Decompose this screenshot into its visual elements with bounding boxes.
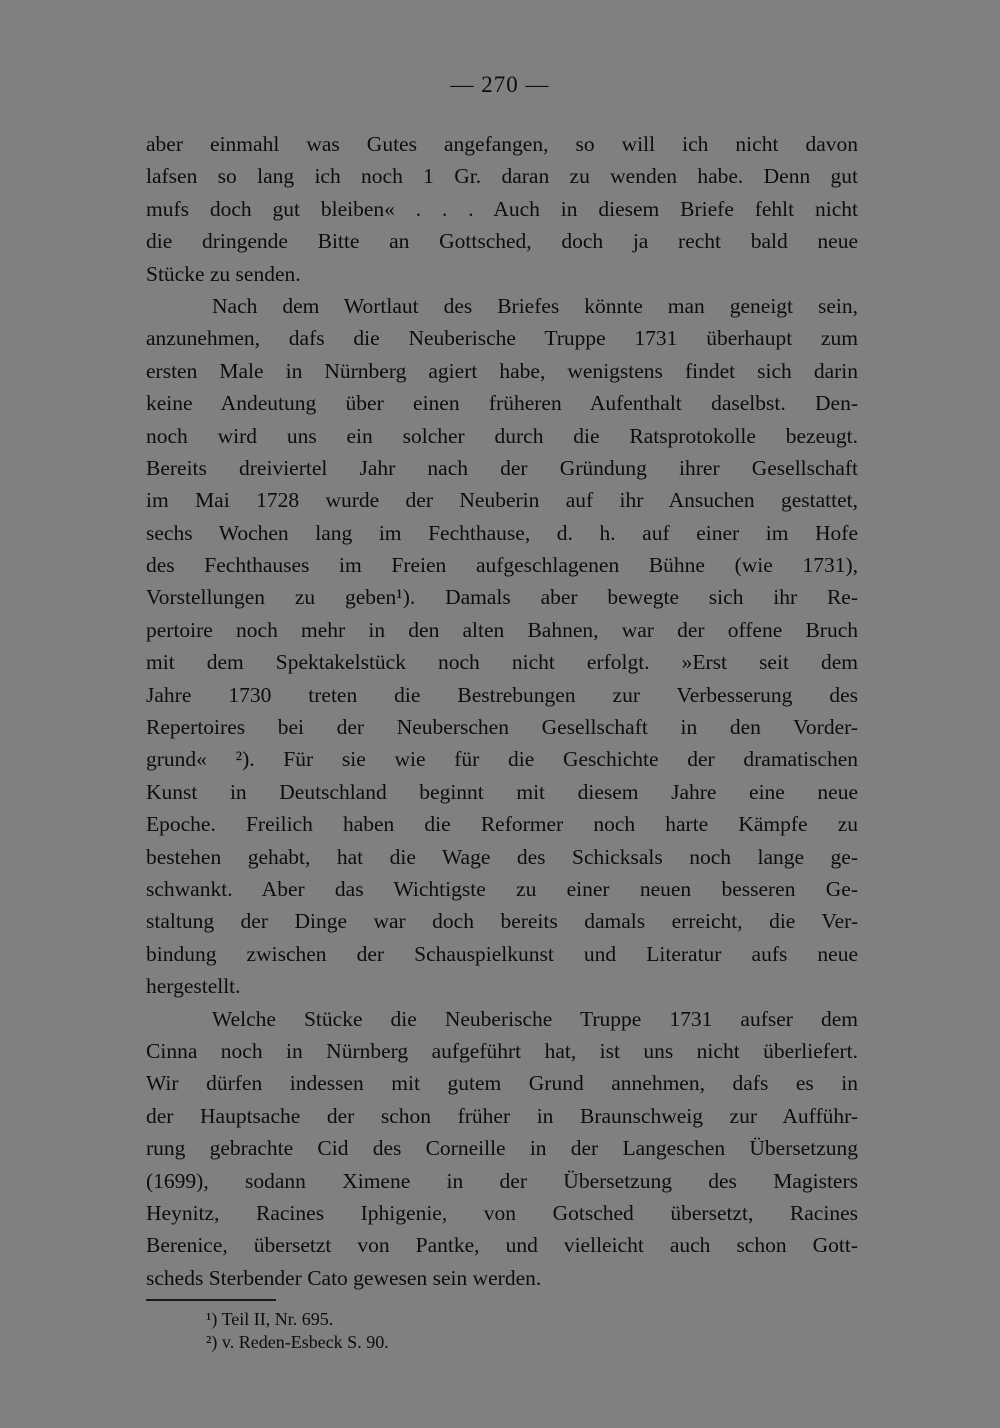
text-line: lafsen so lang ich noch 1 Gr. daran zu wenden habe. Denn gut: [146, 164, 858, 189]
text-line: schwankt. Aber das Wichtigste zu einer neuen besseren Ge-: [146, 876, 858, 901]
footnote-rule: [146, 1299, 276, 1301]
text-line: (1699), sodann Ximene in der Übersetzung des Magisters: [146, 1168, 858, 1193]
text-line: Epoche. Freilich haben die Reformer noch harte Kämpfe zu: [146, 812, 858, 837]
text-line: des Fechthauses im Freien aufgeschlagenen Bühne (wie 1731),: [146, 553, 858, 578]
text-line: anzunehmen, dafs die Neuberische Truppe 1731 überhaupt zum: [146, 326, 858, 351]
text-line: Repertoires bei der Neuberschen Gesellschaft in den Vorder-: [146, 715, 858, 740]
text-line: mufs doch gut bleiben« . . . Auch in diesem Briefe fehlt nicht: [146, 196, 858, 221]
paragraph: [146, 1003, 858, 1295]
text-line: der Hauptsache der schon früher in Braunschweig zur Aufführ-: [146, 1103, 858, 1128]
text-line: Wir dürfen indessen mit gutem Grund annehmen, dafs es in: [146, 1071, 858, 1096]
footnotes: [206, 1308, 389, 1354]
footnote-1: ¹) Teil II, Nr. 695.: [206, 1309, 334, 1329]
text-line: bestehen gehabt, hat die Wage des Schicksals noch lange ge-: [146, 844, 858, 869]
text-line: Jahre 1730 treten die Bestrebungen zur Verbesserung des: [146, 682, 858, 707]
text-line: rung gebrachte Cid des Corneille in der Langeschen Übersetzung: [146, 1136, 858, 1161]
text-line: aber einmahl was Gutes angefangen, so will ich nicht davon: [146, 132, 858, 156]
paragraphs: [146, 128, 858, 1294]
text-line: Vorstellungen zu geben¹). Damals aber bewegte sich ihr Re-: [146, 585, 858, 610]
text-line: im Mai 1728 wurde der Neuberin auf ihr Ansuchen gestattet,: [146, 488, 858, 513]
text-line: noch wird uns ein solcher durch die Ratsprotokolle bezeugt.: [146, 423, 858, 448]
text-line: Bereits dreiviertel Jahr nach der Gründung ihrer Gesellschaft: [146, 455, 858, 480]
footnote-2: ²) v. Reden-Esbeck S. 90.: [206, 1332, 389, 1352]
paragraph: [146, 128, 858, 290]
text-line: Welche Stücke die Neuberische Truppe 1731 aufser dem: [212, 1006, 858, 1031]
text-line: sechs Wochen lang im Fechthause, d. h. auf einer im Hofe: [146, 520, 858, 545]
text-line: Nach dem Wortlaut des Briefes könnte man geneigt sein,: [212, 293, 858, 318]
text-line: pertoire noch mehr in den alten Bahnen, war der offene Bruch: [146, 617, 858, 642]
text-line: Cinna noch in Nürnberg aufgeführt hat, ist uns nicht überliefert.: [146, 1038, 858, 1063]
text-line: hergestellt.: [146, 974, 241, 999]
text-line: scheds Sterbender Cato gewesen sein werden.: [146, 1265, 542, 1290]
text-line: Berenice, übersetzt von Pantke, und vielleicht auch schon Gott-: [146, 1233, 858, 1258]
text-line: keine Andeutung über einen früheren Aufenthalt daselbst. Den-: [146, 391, 858, 416]
text-line: die dringende Bitte an Gottsched, doch ja recht bald neue: [146, 229, 858, 254]
text-line: grund« ²). Für sie wie für die Geschichte der dramatischen: [146, 747, 858, 772]
text-line: staltung der Dinge war doch bereits damals erreicht, die Ver-: [146, 909, 858, 934]
text-line: Stücke zu senden.: [146, 261, 301, 286]
page-number: — 270 —: [450, 72, 550, 97]
text-line: Heynitz, Racines Iphigenie, von Gotsched übersetzt, Racines: [146, 1200, 858, 1225]
body-text: [146, 128, 858, 1294]
text-line: ersten Male in Nürnberg agiert habe, wenigstens findet sich darin: [146, 358, 858, 383]
text-line: Kunst in Deutschland beginnt mit diesem Jahre eine neue: [146, 779, 858, 804]
text-line: bindung zwischen der Schauspielkunst und Literatur aufs neue: [146, 941, 858, 966]
text-line: mit dem Spektakelstück noch nicht erfolgt. »Erst seit dem: [146, 650, 858, 675]
paragraph: [146, 290, 858, 1003]
